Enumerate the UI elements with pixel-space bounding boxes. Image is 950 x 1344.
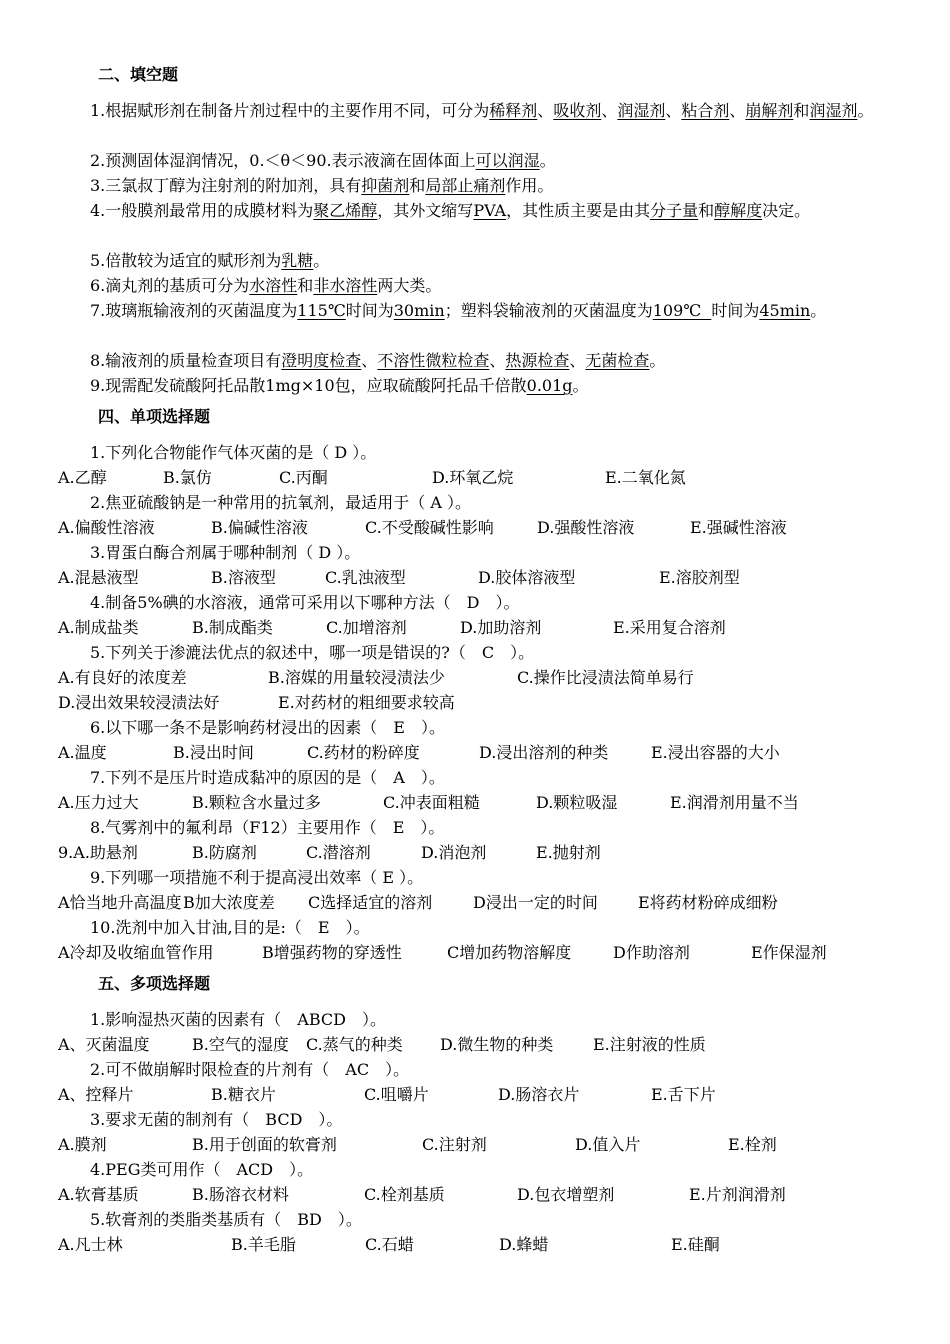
multiple-choice-option: A.凡士林 xyxy=(58,1235,123,1254)
single-choice-option: E.强碱性溶液 xyxy=(690,518,787,537)
single-choice-options-row xyxy=(58,940,898,965)
multiple-choice-option: B.肠溶衣材料 xyxy=(192,1185,289,1204)
fill-question-4: 4.一般膜剂最常用的成膜材料为聚乙烯醇，其外文缩写PVA，其性质主要是由其分子量和醇解度决定。 xyxy=(90,201,811,220)
multiple-choice-option: B.羊毛脂 xyxy=(231,1235,296,1254)
single-choice-option: C.加增溶剂 xyxy=(326,618,407,637)
multiple-choice-option: A.膜剂 xyxy=(58,1135,107,1154)
single-choice-option: B.制成酯类 xyxy=(192,618,273,637)
single-choice-option: B.溶媒的用量较浸渍法少 xyxy=(268,668,445,687)
fill-question-7: 7.玻璃瓶输液剂的灭菌温度为115℃时间为30min；塑料袋输液剂的灭菌温度为109℃ 时间为45min。 xyxy=(90,301,827,320)
multiple-choice-option: B.空气的湿度 xyxy=(192,1035,289,1054)
multiple-choice-option: B.糖衣片 xyxy=(211,1085,276,1104)
single-choice-option: C.潜溶剂 xyxy=(306,843,371,862)
multiple-choice-option: B.用于创面的软膏剂 xyxy=(192,1135,337,1154)
multiple-choice-option: D.包衣增塑剂 xyxy=(517,1185,615,1204)
single-choice-options-row xyxy=(58,615,898,640)
single-choice-options-row xyxy=(58,465,898,490)
single-choice-option: D.胶体溶液型 xyxy=(478,568,576,587)
single-choice-option: C.操作比浸渍法简单易行 xyxy=(517,668,694,687)
single-choice-option: D.浸出溶剂的种类 xyxy=(479,743,609,762)
single-choice-option: D.强酸性溶液 xyxy=(537,518,635,537)
single-choice-option: E将药材粉碎成细粉 xyxy=(638,893,778,912)
single-choice-option: D.环氧乙烷 xyxy=(432,468,514,487)
single-choice-option: B加大浓度差 xyxy=(183,893,275,912)
single-choice-option: E.二氧化氮 xyxy=(605,468,686,487)
single-choice-options-row xyxy=(58,665,898,690)
single-choice-option: B.溶液型 xyxy=(211,568,276,587)
multiple-choice-option: D.微生物的种类 xyxy=(440,1035,554,1054)
section-title-multiple-choice: 五、多项选择题 xyxy=(98,974,211,993)
single-choice-option: E.润滑剂用量不当 xyxy=(670,793,799,812)
multiple-choice-option: C.栓剂基质 xyxy=(364,1185,445,1204)
multiple-choice-options-row xyxy=(58,1132,898,1157)
single-choice-question: 9.下列哪一项措施不利于提高浸出效率（ E ）。 xyxy=(90,868,424,887)
multiple-choice-option: A、灭菌温度 xyxy=(58,1035,150,1054)
single-choice-option: D.消泡剂 xyxy=(421,843,487,862)
single-choice-option: E作保湿剂 xyxy=(751,943,827,962)
fill-question-8: 8.输液剂的质量检查项目有澄明度检查、不溶性微粒检查、热源检查、无菌检查。 xyxy=(90,351,666,370)
single-choice-question: 4.制备5%碘的水溶液，通常可采用以下哪种方法（ D ）。 xyxy=(90,593,520,612)
single-choice-option: B.防腐剂 xyxy=(192,843,257,862)
multiple-choice-question: 1.影响湿热灭菌的因素有（ ABCD ）。 xyxy=(90,1010,386,1029)
single-choice-option: 9.A.助悬剂 xyxy=(58,843,138,862)
fill-question-9: 9.现需配发硫酸阿托品散1mg×10包，应取硫酸阿托品千倍散0.01g。 xyxy=(90,376,589,395)
fill-question-5: 5.倍散较为适宜的赋形剂为乳糖。 xyxy=(90,251,330,270)
single-choice-question: 5.下列关于渗漉法优点的叙述中，哪一项是错误的?（ C ）。 xyxy=(90,643,535,662)
single-choice-option: E.溶胶剂型 xyxy=(659,568,740,587)
single-choice-option: E.采用复合溶剂 xyxy=(613,618,726,637)
multiple-choice-option: C.石蜡 xyxy=(365,1235,414,1254)
multiple-choice-option: A、控释片 xyxy=(58,1085,134,1104)
fill-in-list xyxy=(58,98,898,398)
single-choice-option: A冷却及收缩血管作用 xyxy=(58,943,214,962)
multiple-choice-option: C.注射剂 xyxy=(422,1135,487,1154)
single-choice-option: C增加药物溶解度 xyxy=(447,943,572,962)
multiple-choice-options-row xyxy=(58,1232,898,1257)
single-choice-options-row xyxy=(58,890,898,915)
single-choice-option: D作助溶剂 xyxy=(613,943,690,962)
single-choice-options-row xyxy=(58,690,898,715)
multiple-choice-options-row xyxy=(58,1182,898,1207)
multiple-choice-options-row xyxy=(58,1032,898,1057)
single-choice-option: C.丙酮 xyxy=(279,468,328,487)
single-choice-option: E.抛射剂 xyxy=(536,843,601,862)
single-choice-question: 7.下列不是压片时造成黏冲的原因的是（ A ）。 xyxy=(90,768,445,787)
single-choice-question: 3.胃蛋白酶合剂属于哪种制剂（ D ）。 xyxy=(90,543,361,562)
single-choice-option: C.不受酸碱性影响 xyxy=(365,518,494,537)
single-choice-option: B增强药物的穿透性 xyxy=(262,943,402,962)
single-choice-option: C.冲表面粗糙 xyxy=(383,793,480,812)
section-title-fill-in: 二、填空题 xyxy=(98,65,179,84)
single-choice-option: B.浸出时间 xyxy=(173,743,254,762)
fill-question-6: 6.滴丸剂的基质可分为水溶性和非水溶性两大类。 xyxy=(90,276,442,295)
multiple-choice-option: E.注射液的性质 xyxy=(593,1035,706,1054)
single-choice-option: E.浸出容器的大小 xyxy=(651,743,780,762)
multiple-choice-option: E.舌下片 xyxy=(651,1085,716,1104)
single-choice-option: C选择适宜的溶剂 xyxy=(308,893,433,912)
multiple-choice-options-row xyxy=(58,1082,898,1107)
single-choice-option: E.对药材的粗细要求较高 xyxy=(278,693,455,712)
single-choice-question: 1.下列化合物能作气体灭菌的是（ D ）。 xyxy=(90,443,377,462)
multiple-choice-question: 2.可不做崩解时限检查的片剂有（ AC ）。 xyxy=(90,1060,410,1079)
single-choice-option: B.偏碱性溶液 xyxy=(211,518,308,537)
fill-question-1: 1.根据赋形剂在制备片剂过程中的主要作用不同，可分为稀释剂、吸收剂、润湿剂、粘合剂、崩解剂和润湿剂。 xyxy=(90,101,874,120)
single-choice-option: B.氯仿 xyxy=(163,468,212,487)
single-choice-question: 2.焦亚硫酸钠是一种常用的抗氧剂，最适用于（ A ）。 xyxy=(90,493,471,512)
multiple-choice-list xyxy=(58,1007,898,1257)
multiple-choice-option: D.肠溶衣片 xyxy=(498,1085,580,1104)
fill-question-3: 3.三氯叔丁醇为注射剂的附加剂，具有抑菌剂和局部止痛剂作用。 xyxy=(90,176,554,195)
single-choice-option: A.制成盐类 xyxy=(58,618,139,637)
multiple-choice-question: 4.PEG类可用作（ ACD ）。 xyxy=(90,1160,314,1179)
multiple-choice-option: D.蜂蜡 xyxy=(499,1235,549,1254)
single-choice-option: D.浸出效果较浸渍法好 xyxy=(58,693,220,712)
multiple-choice-option: C.咀嚼片 xyxy=(364,1085,429,1104)
single-choice-option: C.药材的粉碎度 xyxy=(307,743,420,762)
single-choice-option: D.颗粒吸湿 xyxy=(536,793,618,812)
single-choice-option: A.偏酸性溶液 xyxy=(58,518,155,537)
single-choice-option: A.乙醇 xyxy=(58,468,107,487)
single-choice-option: A.有良好的浓度差 xyxy=(58,668,187,687)
multiple-choice-option: C.蒸气的种类 xyxy=(306,1035,403,1054)
single-choice-option: A.压力过大 xyxy=(58,793,139,812)
multiple-choice-option: D.值入片 xyxy=(575,1135,641,1154)
single-choice-options-row xyxy=(58,515,898,540)
single-choice-options-row xyxy=(58,740,898,765)
single-choice-options-row xyxy=(58,790,898,815)
section-title-single-choice: 四、单项选择题 xyxy=(98,407,211,426)
single-choice-options-row xyxy=(58,840,898,865)
multiple-choice-option: E.片剂润滑剂 xyxy=(689,1185,786,1204)
multiple-choice-option: A.软膏基质 xyxy=(58,1185,139,1204)
single-choice-option: C.乳浊液型 xyxy=(325,568,406,587)
single-choice-question: 6.以下哪一条不是影响药材浸出的因素（ E ）。 xyxy=(90,718,445,737)
fill-question-2: 2.预测固体湿润情况，0.＜θ＜90.表示液滴在固体面上可以润湿。 xyxy=(90,151,556,170)
document-page xyxy=(58,62,898,1257)
single-choice-option: D.加助溶剂 xyxy=(460,618,542,637)
single-choice-option: B.颗粒含水量过多 xyxy=(192,793,321,812)
multiple-choice-question: 3.要求无菌的制剂有（ BCD ）。 xyxy=(90,1110,343,1129)
single-choice-options-row xyxy=(58,565,898,590)
single-choice-option: A恰当地升高温度 xyxy=(58,893,182,912)
single-choice-question: 8.气雾剂中的氟利昂（F12）主要用作（ E ）。 xyxy=(90,818,445,837)
multiple-choice-option: E.硅酮 xyxy=(671,1235,720,1254)
multiple-choice-question: 5.软膏剂的类脂类基质有（ BD ）。 xyxy=(90,1210,362,1229)
single-choice-option: A.混悬液型 xyxy=(58,568,139,587)
single-choice-question: 10.洗剂中加入甘油,目的是:（ E ）。 xyxy=(90,918,370,937)
multiple-choice-option: E.栓剂 xyxy=(728,1135,777,1154)
single-choice-option: A.温度 xyxy=(58,743,107,762)
single-choice-list xyxy=(58,440,898,965)
single-choice-option: D浸出一定的时间 xyxy=(473,893,598,912)
